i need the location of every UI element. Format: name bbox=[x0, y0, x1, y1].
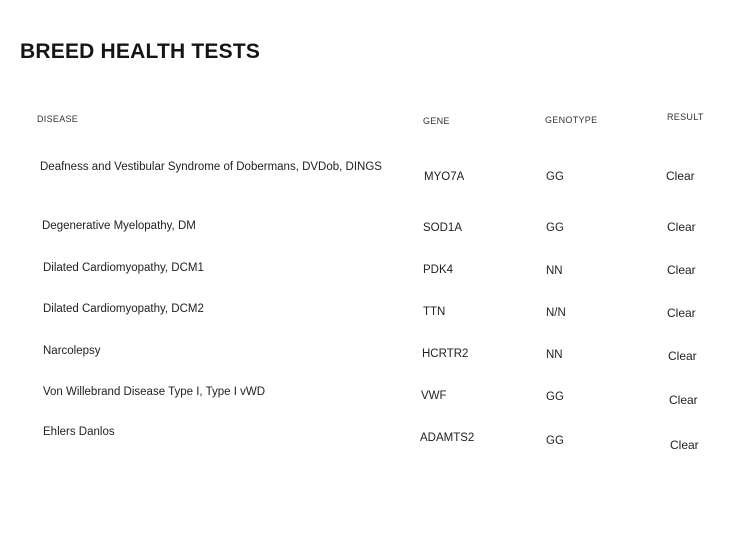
table-row-result: Clear bbox=[666, 169, 695, 183]
table-row-result: Clear bbox=[667, 306, 696, 320]
table-row-genotype: GG bbox=[546, 171, 564, 183]
table-row-genotype: GG bbox=[546, 222, 564, 234]
table-row-gene: PDK4 bbox=[423, 264, 454, 276]
table-row-genotype: NN bbox=[546, 349, 563, 361]
table-row-disease: Narcolepsy bbox=[43, 345, 101, 357]
table-row-genotype: GG bbox=[546, 391, 564, 403]
table-row-disease: Von Willebrand Disease Type I, Type I vWD bbox=[43, 386, 266, 398]
table-row-genotype: N/N bbox=[546, 307, 566, 319]
table-row-gene: ADAMTS2 bbox=[420, 432, 475, 444]
table-row-disease: Ehlers Danlos bbox=[43, 426, 115, 438]
table-row-disease: Dilated Cardiomyopathy, DCM1 bbox=[43, 262, 204, 274]
table-row-result: Clear bbox=[668, 349, 697, 363]
header-gene: GENE bbox=[423, 116, 450, 126]
header-result: RESULT bbox=[667, 112, 704, 122]
table-row-genotype: NN bbox=[546, 265, 563, 277]
table-row-disease: Dilated Cardiomyopathy, DCM2 bbox=[43, 303, 204, 315]
table-row-gene: MYO7A bbox=[424, 171, 465, 183]
table-row-result: Clear bbox=[670, 438, 699, 452]
table-row-gene: TTN bbox=[423, 306, 446, 318]
table-row-gene: HCRTR2 bbox=[422, 348, 469, 360]
header-genotype: GENOTYPE bbox=[545, 115, 598, 125]
table-row-disease: Deafness and Vestibular Syndrome of Dobermans, DVDob, DINGS bbox=[40, 161, 382, 173]
page-title: BREED HEALTH TESTS bbox=[20, 40, 261, 63]
table-row-genotype: GG bbox=[546, 435, 564, 447]
table-row-result: Clear bbox=[667, 220, 696, 234]
table-row-gene: SOD1A bbox=[423, 222, 462, 234]
table-row-disease: Degenerative Myelopathy, DM bbox=[42, 220, 196, 232]
table-row-result: Clear bbox=[669, 393, 698, 407]
table-row-gene: VWF bbox=[421, 390, 447, 402]
header-disease: DISEASE bbox=[37, 114, 79, 124]
table-row-result: Clear bbox=[667, 263, 696, 277]
